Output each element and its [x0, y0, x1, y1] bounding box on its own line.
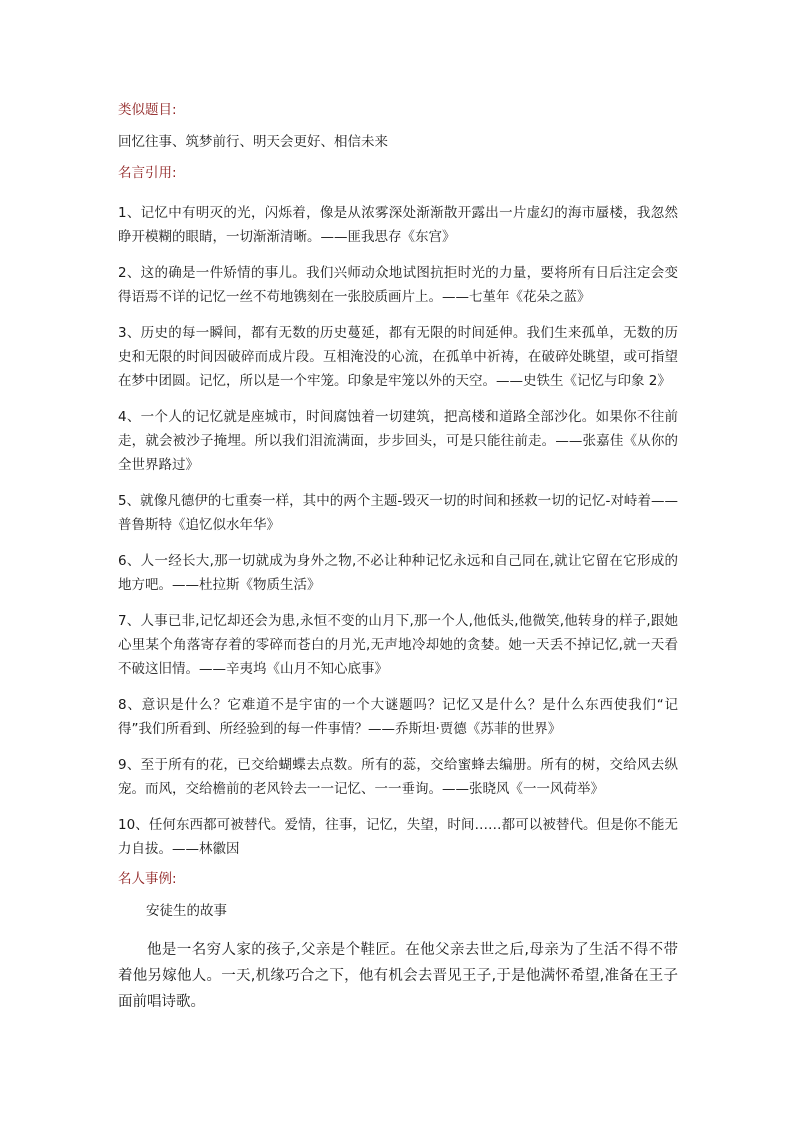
quote-item: 10、任何东西都可被替代。爱情，往事，记忆，失望，时间……都可以被替代。但是你不能无力自拔。——林徽因 — [118, 817, 678, 857]
quote-item: 1、记忆中有明灭的光，闪烁着，像是从浓雾深处渐渐散开露出一片虚幻的海市蜃楼，我忽然睁开模糊的眼睛，一切渐渐清晰。——匪我思存《东宫》 — [118, 205, 678, 245]
quote-item: 4、一个人的记忆就是座城市，时间腐蚀着一切建筑，把高楼和道路全部沙化。如果你不往前走，就会被沙子掩埋。所以我们泪流满面，步步回头，可是只能往前走。——张嘉佳《从你的全世界路过》 — [118, 409, 678, 473]
celebrity-examples-heading: 名人事例: — [118, 871, 177, 887]
story-title: 安徒生的故事 — [146, 903, 227, 919]
quote-item: 6、人一经长大,那一切就成为身外之物,不必让种种记忆永远和自己同在,就让它留在它形成的地方吧。——杜拉斯《物质生活》 — [118, 553, 678, 593]
quote-item: 7、人事已非,记忆却还会为患,永恒不变的山月下,那一个人,他低头,他微笑,他转身的样子,跟她心里某个角落寄存着的零碎而苍白的月光,无声地冷却她的贪婪。她一天丢不掉记忆,就一天看不破这旧情。——辛夷坞《山月不知心底事》 — [118, 613, 678, 677]
similar-topics-heading: 类似题目: — [118, 102, 177, 118]
quote-item: 9、至于所有的花，已交给蝴蝶去点数。所有的蕊，交给蜜蜂去编册。所有的树，交给风去纵宠。而风，交给檐前的老风铃去一一记忆、一一垂询。——张晓风《一一风荷举》 — [118, 757, 678, 797]
quotes-heading: 名言引用: — [118, 165, 177, 181]
similar-topics-text: 回忆往事、筑梦前行、明天会更好、相信未来 — [118, 134, 388, 150]
quote-item: 2、这的确是一件矫情的事儿。我们兴师动众地试图抗拒时光的力量，要将所有日后注定会变得语焉不详的记忆一丝不苟地镌刻在一张胶质画片上。——七堇年《花朵之蓝》 — [118, 265, 678, 305]
quote-item: 3、历史的每一瞬间，都有无数的历史蔓延，都有无限的时间延伸。我们生来孤单，无数的历史和无限的时间因破碎而成片段。互相淹没的心流，在孤单中祈祷，在破碎处眺望，或可指望在梦中团圆。记忆，所以是一个牢笼。印象是牢笼以外的天空。——史铁生《记忆与印象 2》 — [118, 325, 678, 389]
document-page — [118, 100, 678, 1015]
quotes-list — [118, 201, 678, 861]
story-body: 他是一名穷人家的孩子,父亲是个鞋匠。在他父亲去世之后,母亲为了生活不得不带着他另嫁他人。一天,机缘巧合之下，他有机会去晋见王子,于是他满怀希望,准备在王子面前唱诗歌。 — [118, 942, 678, 1010]
quote-item: 5、就像凡德伊的七重奏一样，其中的两个主题-毁灭一切的时间和拯救一切的记忆-对峙着——普鲁斯特《追忆似水年华》 — [118, 493, 678, 533]
quote-item: 8、意识是什么？它难道不是宇宙的一个大谜题吗？记忆又是什么？是什么东西使我们“记得”我们所看到、所经验到的每一件事情？——乔斯坦·贾德《苏菲的世界》 — [118, 697, 678, 737]
